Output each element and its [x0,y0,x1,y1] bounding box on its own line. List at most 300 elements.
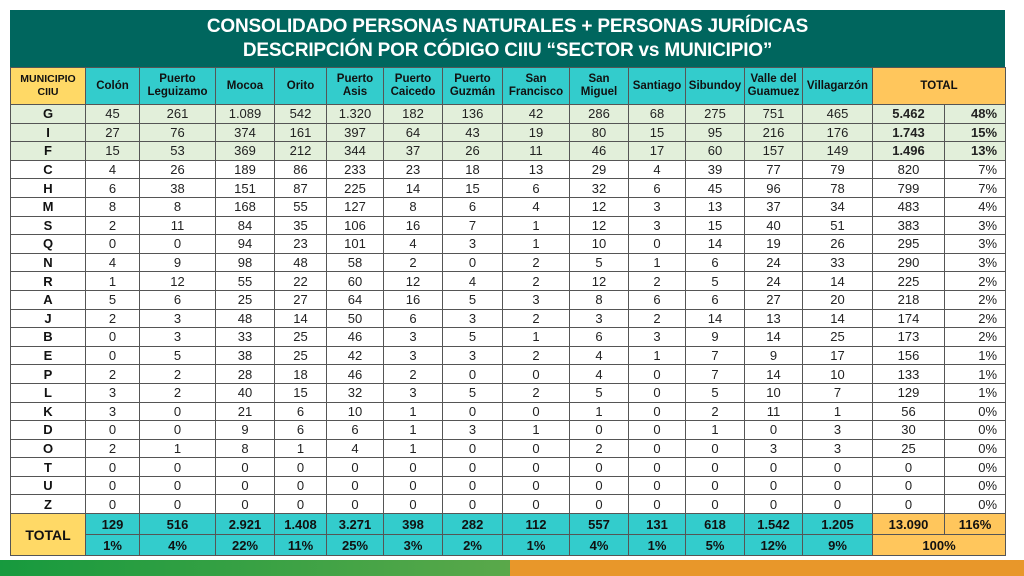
cell-value: 1 [570,402,629,421]
column-total: 131 [629,514,686,535]
row-percent: 13% [945,142,1006,161]
table-row [11,309,1006,328]
ciiu-code: A [11,290,86,309]
cell-value: 9 [216,421,275,440]
percent-row [11,535,1006,556]
cell-value: 6 [570,328,629,347]
row-total: 295 [873,235,945,254]
column-total: 129 [86,514,140,535]
table-row [11,328,1006,347]
footer-bar-green [0,560,510,576]
cell-value: 2 [570,439,629,458]
corner-label-ciiu: CIIU [37,86,59,98]
cell-value: 7 [686,365,745,384]
cell-value: 9 [686,328,745,347]
column-header-line2: Francisco [508,86,564,98]
cell-value: 13 [503,160,570,179]
cell-value: 27 [745,290,803,309]
ciiu-code: B [11,328,86,347]
column-header-line1: Villagarzón [806,79,869,92]
column-total: 557 [570,514,629,535]
cell-value: 33 [216,328,275,347]
cell-value: 5 [443,383,503,402]
row-total: 0 [873,458,945,477]
cell-value: 0 [86,235,140,254]
column-header-municipio [570,68,629,105]
column-percent: 25% [327,535,384,556]
row-percent: 3% [945,253,1006,272]
cell-value: 0 [629,495,686,514]
column-header-line1: Colón [96,79,129,92]
cell-value: 98 [216,253,275,272]
row-percent: 3% [945,235,1006,254]
cell-value: 0 [803,458,873,477]
cell-value: 0 [629,476,686,495]
cell-value: 18 [275,365,327,384]
ciiu-code: T [11,458,86,477]
cell-value: 11 [745,402,803,421]
cell-value: 4 [86,253,140,272]
cell-value: 19 [745,235,803,254]
cell-value: 15 [86,142,140,161]
cell-value: 50 [327,309,384,328]
cell-value: 751 [745,105,803,124]
cell-value: 84 [216,216,275,235]
cell-value: 1 [629,346,686,365]
title-line-2: DESCRIPCIÓN POR CÓDIGO CIIU “SECTOR vs MUNICIPIO” [242,40,773,61]
cell-value: 136 [443,105,503,124]
table-row [11,105,1006,124]
cell-value: 5 [686,383,745,402]
row-percent: 0% [945,458,1006,477]
cell-value: 3 [384,383,443,402]
cell-value: 12 [570,272,629,291]
cell-value: 0 [86,476,140,495]
cell-value: 64 [384,123,443,142]
cell-value: 3 [384,328,443,347]
cell-value: 374 [216,123,275,142]
column-header-municipio [327,68,384,105]
row-total: 0 [873,495,945,514]
cell-value: 34 [803,197,873,216]
cell-value: 32 [570,179,629,198]
cell-value: 261 [140,105,216,124]
cell-value: 4 [629,160,686,179]
column-header-municipio [803,68,873,105]
cell-value: 87 [275,179,327,198]
cell-value: 1 [384,421,443,440]
table-row [11,253,1006,272]
cell-value: 12 [140,272,216,291]
cell-value: 0 [86,421,140,440]
cell-value: 0 [140,421,216,440]
column-header-municipio [140,68,216,105]
cell-value: 0 [803,495,873,514]
cell-value: 11 [140,216,216,235]
table-row [11,495,1006,514]
cell-value: 2 [86,309,140,328]
column-header-line1: San [525,73,547,85]
row-percent: 2% [945,272,1006,291]
cell-value: 40 [216,383,275,402]
column-header-line1: Mocoa [226,79,264,92]
column-header-line2: Guamuez [747,86,800,98]
column-total: 618 [686,514,745,535]
cell-value: 6 [629,179,686,198]
cell-value: 40 [745,216,803,235]
row-percent: 1% [945,365,1006,384]
table-row [11,421,1006,440]
ciiu-code: U [11,476,86,495]
cell-value: 1 [384,439,443,458]
cell-value: 38 [140,179,216,198]
row-percent: 0% [945,439,1006,458]
ciiu-municipio-table [10,67,1006,556]
cell-value: 0 [503,458,570,477]
row-total: 133 [873,365,945,384]
cell-value: 17 [629,142,686,161]
row-total: 56 [873,402,945,421]
row-total: 820 [873,160,945,179]
cell-value: 9 [140,253,216,272]
cell-value: 5 [570,383,629,402]
column-header-line1: Valle del [750,73,797,85]
cell-value: 45 [86,105,140,124]
cell-value: 1.089 [216,105,275,124]
column-header-line2: Miguel [580,86,618,98]
cell-value: 0 [686,458,745,477]
ciiu-code: Q [11,235,86,254]
cell-value: 6 [86,179,140,198]
column-header-municipio [503,68,570,105]
ciiu-code: G [11,105,86,124]
cell-value: 25 [275,328,327,347]
cell-value: 149 [803,142,873,161]
totals-row [11,514,1006,535]
ciiu-code: J [11,309,86,328]
column-percent: 4% [140,535,216,556]
column-total: 1.408 [275,514,327,535]
grand-percent: 100% [873,535,1006,556]
cell-value: 94 [216,235,275,254]
cell-value: 29 [570,160,629,179]
cell-value: 0 [327,495,384,514]
column-percent: 12% [745,535,803,556]
column-header-line1: Sibundoy [688,79,742,92]
cell-value: 1.320 [327,105,384,124]
cell-value: 2 [629,272,686,291]
cell-value: 10 [803,365,873,384]
cell-value: 15 [686,216,745,235]
column-header-line2: Leguizamo [147,86,208,98]
row-percent: 0% [945,476,1006,495]
cell-value: 24 [745,253,803,272]
ciiu-code: S [11,216,86,235]
row-total: 799 [873,179,945,198]
cell-value: 11 [503,142,570,161]
cell-value: 0 [503,495,570,514]
cell-value: 6 [686,253,745,272]
cell-value: 48 [275,253,327,272]
row-percent: 0% [945,421,1006,440]
cell-value: 0 [86,328,140,347]
cell-value: 16 [384,290,443,309]
cell-value: 0 [86,458,140,477]
cell-value: 2 [86,365,140,384]
cell-value: 15 [443,179,503,198]
cell-value: 7 [686,346,745,365]
cell-value: 189 [216,160,275,179]
cell-value: 14 [384,179,443,198]
cell-value: 161 [275,123,327,142]
column-header-line1: San [588,73,610,85]
cell-value: 20 [803,290,873,309]
cell-value: 0 [629,439,686,458]
cell-value: 15 [275,383,327,402]
cell-value: 42 [503,105,570,124]
cell-value: 0 [629,458,686,477]
cell-value: 58 [327,253,384,272]
cell-value: 8 [140,197,216,216]
cell-value: 3 [629,197,686,216]
cell-value: 16 [384,216,443,235]
cell-value: 46 [327,365,384,384]
table-row [11,383,1006,402]
ciiu-code: E [11,346,86,365]
cell-value: 23 [275,235,327,254]
cell-value: 77 [745,160,803,179]
row-total: 30 [873,421,945,440]
column-total: 3.271 [327,514,384,535]
table-row [11,476,1006,495]
cell-value: 86 [275,160,327,179]
cell-value: 2 [384,253,443,272]
row-total: 5.462 [873,105,945,124]
cell-value: 344 [327,142,384,161]
row-total: 290 [873,253,945,272]
ciiu-code: N [11,253,86,272]
cell-value: 542 [275,105,327,124]
row-percent: 3% [945,216,1006,235]
cell-value: 0 [140,495,216,514]
cell-value: 6 [686,290,745,309]
title-line-1: CONSOLIDADO PERSONAS NATURALES + PERSONAS JURÍDICAS [206,16,809,37]
cell-value: 2 [503,383,570,402]
cell-value: 46 [327,328,384,347]
cell-value: 2 [140,365,216,384]
cell-value: 0 [275,476,327,495]
cell-value: 19 [503,123,570,142]
cell-value: 0 [443,495,503,514]
cell-value: 14 [686,235,745,254]
cell-value: 7 [803,383,873,402]
cell-value: 3 [140,309,216,328]
cell-value: 24 [745,272,803,291]
cell-value: 0 [570,421,629,440]
row-percent: 0% [945,495,1006,514]
cell-value: 53 [140,142,216,161]
column-total: 398 [384,514,443,535]
column-percent: 2% [443,535,503,556]
cell-value: 5 [443,328,503,347]
row-percent: 2% [945,328,1006,347]
cell-value: 1 [503,328,570,347]
row-total: 383 [873,216,945,235]
table-row [11,402,1006,421]
cell-value: 0 [86,495,140,514]
cell-value: 21 [216,402,275,421]
cell-value: 2 [686,402,745,421]
cell-value: 0 [686,495,745,514]
cell-value: 2 [384,365,443,384]
table-row [11,197,1006,216]
row-total: 225 [873,272,945,291]
column-percent: 4% [570,535,629,556]
cell-value: 55 [216,272,275,291]
cell-value: 4 [570,365,629,384]
column-percent: 5% [686,535,745,556]
table-row [11,160,1006,179]
cell-value: 5 [570,253,629,272]
ciiu-code: C [11,160,86,179]
cell-value: 151 [216,179,275,198]
table-row [11,142,1006,161]
cell-value: 60 [686,142,745,161]
column-header-municipio [745,68,803,105]
cell-value: 0 [503,402,570,421]
row-total: 129 [873,383,945,402]
column-total: 112 [503,514,570,535]
cell-value: 176 [803,123,873,142]
cell-value: 33 [803,253,873,272]
cell-value: 64 [327,290,384,309]
cell-value: 0 [629,235,686,254]
cell-value: 4 [443,272,503,291]
cell-value: 8 [570,290,629,309]
cell-value: 2 [503,309,570,328]
cell-value: 96 [745,179,803,198]
ciiu-code: D [11,421,86,440]
cell-value: 27 [275,290,327,309]
cell-value: 106 [327,216,384,235]
column-total: 2.921 [216,514,275,535]
column-header-municipio [686,68,745,105]
cell-value: 22 [275,272,327,291]
cell-value: 1 [629,253,686,272]
cell-value: 60 [327,272,384,291]
cell-value: 5 [443,290,503,309]
cell-value: 0 [216,476,275,495]
cell-value: 12 [384,272,443,291]
column-header-municipio [443,68,503,105]
cell-value: 14 [745,328,803,347]
cell-value: 12 [570,197,629,216]
cell-value: 25 [803,328,873,347]
column-header-total: TOTAL [873,68,1006,105]
cell-value: 0 [686,439,745,458]
row-total: 483 [873,197,945,216]
row-total: 1.496 [873,142,945,161]
cell-value: 27 [86,123,140,142]
cell-value: 0 [443,365,503,384]
cell-value: 4 [384,235,443,254]
row-percent: 4% [945,197,1006,216]
table-row [11,216,1006,235]
cell-value: 3 [140,328,216,347]
column-header-municipio [629,68,686,105]
cell-value: 2 [629,309,686,328]
column-header-line1: Puerto [454,73,491,85]
column-header-line1: Santiago [632,79,682,92]
cell-value: 0 [327,476,384,495]
cell-value: 0 [503,476,570,495]
column-percent: 3% [384,535,443,556]
cell-value: 1 [503,421,570,440]
cell-value: 23 [384,160,443,179]
cell-value: 225 [327,179,384,198]
cell-value: 168 [216,197,275,216]
cell-value: 4 [503,197,570,216]
cell-value: 2 [140,383,216,402]
cell-value: 0 [570,476,629,495]
row-percent: 48% [945,105,1006,124]
row-percent: 2% [945,290,1006,309]
cell-value: 0 [629,383,686,402]
cell-value: 3 [443,309,503,328]
column-total: 1.205 [803,514,873,535]
title-banner [10,10,1005,67]
cell-value: 0 [443,458,503,477]
cell-value: 3 [803,439,873,458]
cell-value: 0 [140,458,216,477]
column-header-municipio [86,68,140,105]
cell-value: 182 [384,105,443,124]
cell-value: 0 [745,476,803,495]
row-percent: 15% [945,123,1006,142]
ciiu-code: O [11,439,86,458]
cell-value: 18 [443,160,503,179]
cell-value: 275 [686,105,745,124]
cell-value: 2 [503,272,570,291]
cell-value: 0 [443,253,503,272]
cell-value: 3 [745,439,803,458]
ciiu-code: P [11,365,86,384]
cell-value: 1 [803,402,873,421]
cell-value: 0 [443,439,503,458]
cell-value: 3 [629,328,686,347]
cell-value: 8 [384,197,443,216]
corner-label-municipio: MUNICIPIO [20,73,76,85]
cell-value: 43 [443,123,503,142]
cell-value: 79 [803,160,873,179]
cell-value: 14 [803,309,873,328]
cell-value: 101 [327,235,384,254]
cell-value: 10 [745,383,803,402]
column-total: 282 [443,514,503,535]
grand-percent-sum: 116% [945,514,1006,535]
cell-value: 0 [216,495,275,514]
corner-header [11,68,86,105]
cell-value: 0 [443,402,503,421]
cell-value: 3 [86,402,140,421]
row-total: 173 [873,328,945,347]
cell-value: 0 [629,365,686,384]
table-row [11,123,1006,142]
ciiu-code: F [11,142,86,161]
row-percent: 1% [945,346,1006,365]
cell-value: 3 [443,421,503,440]
cell-value: 6 [629,290,686,309]
